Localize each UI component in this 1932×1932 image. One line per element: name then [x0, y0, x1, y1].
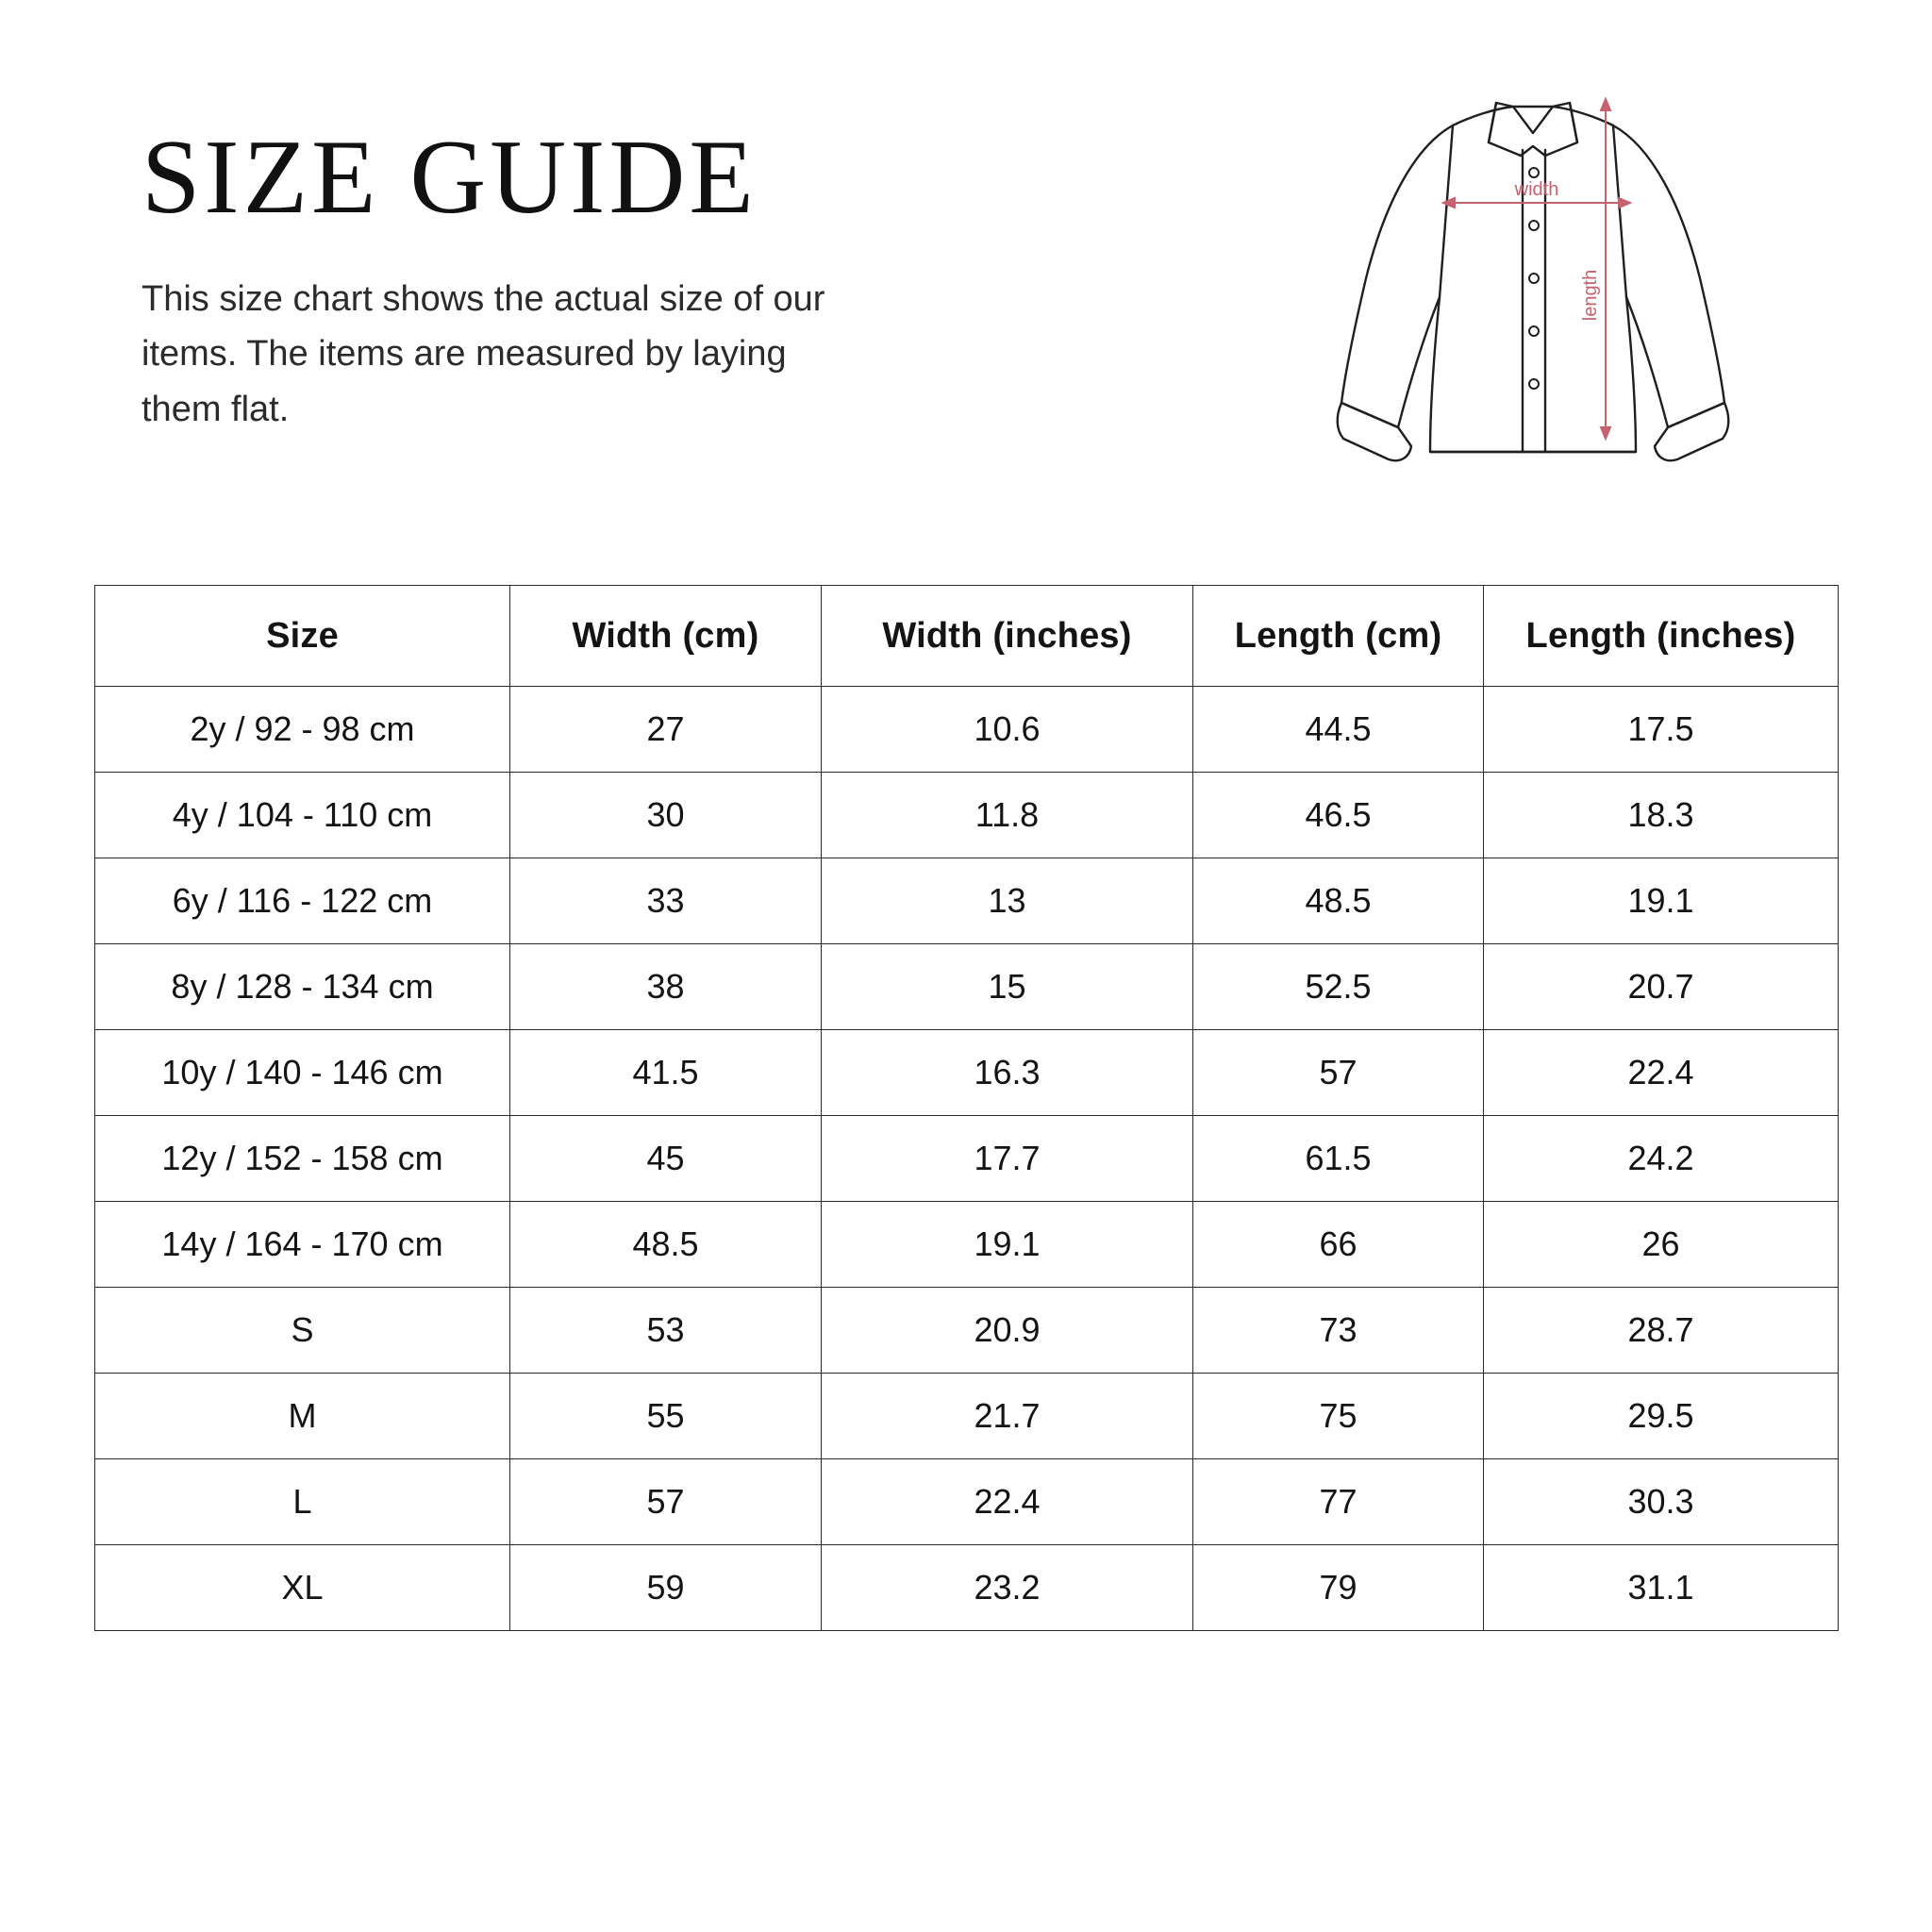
- table-row: [95, 1459, 1839, 1545]
- length-label: length: [1580, 269, 1601, 322]
- cell-length-inches: 26: [1484, 1202, 1839, 1288]
- table-row: [95, 687, 1839, 773]
- cell-length-inches: 31.1: [1484, 1545, 1839, 1631]
- cell-length-cm: 52.5: [1193, 944, 1484, 1030]
- cell-size: XL: [95, 1545, 510, 1631]
- cell-width-cm: 57: [510, 1459, 822, 1545]
- table-row: [95, 1030, 1839, 1116]
- column-header-length-cm: Length (cm): [1193, 586, 1484, 687]
- cell-width-cm: 33: [510, 858, 822, 944]
- cell-width-cm: 53: [510, 1288, 822, 1374]
- cell-length-inches: 19.1: [1484, 858, 1839, 944]
- cell-length-inches: 20.7: [1484, 944, 1839, 1030]
- cell-length-inches: 29.5: [1484, 1374, 1839, 1459]
- cell-length-cm: 48.5: [1193, 858, 1484, 944]
- column-header-length-inches: Length (inches): [1484, 586, 1839, 687]
- cell-length-inches: 18.3: [1484, 773, 1839, 858]
- table-row: [95, 1545, 1839, 1631]
- table-row: [95, 1116, 1839, 1202]
- cell-width-cm: 27: [510, 687, 822, 773]
- shirt-illustration: [1311, 52, 1755, 524]
- cell-width-inches: 20.9: [822, 1288, 1193, 1374]
- column-header-size: Size: [95, 586, 510, 687]
- cell-width-inches: 11.8: [822, 773, 1193, 858]
- cell-width-cm: 55: [510, 1374, 822, 1459]
- cell-width-inches: 13: [822, 858, 1193, 944]
- cell-width-inches: 19.1: [822, 1202, 1193, 1288]
- size-table-container: [94, 585, 1838, 1631]
- table-row: [95, 944, 1839, 1030]
- cell-length-cm: 73: [1193, 1288, 1484, 1374]
- cell-length-cm: 44.5: [1193, 687, 1484, 773]
- cell-length-cm: 57: [1193, 1030, 1484, 1116]
- column-header-width-cm: Width (cm): [510, 586, 822, 687]
- cell-width-cm: 45: [510, 1116, 822, 1202]
- table-row: [95, 773, 1839, 858]
- cell-length-cm: 77: [1193, 1459, 1484, 1545]
- cell-size: 12y / 152 - 158 cm: [95, 1116, 510, 1202]
- cell-width-inches: 15: [822, 944, 1193, 1030]
- cell-size: 6y / 116 - 122 cm: [95, 858, 510, 944]
- cell-length-inches: 22.4: [1484, 1030, 1839, 1116]
- cell-width-inches: 21.7: [822, 1374, 1193, 1459]
- size-table: [94, 585, 1839, 1631]
- cell-size: 8y / 128 - 134 cm: [95, 944, 510, 1030]
- table-row: [95, 1288, 1839, 1374]
- cell-width-inches: 10.6: [822, 687, 1193, 773]
- cell-size: L: [95, 1459, 510, 1545]
- cell-size: 4y / 104 - 110 cm: [95, 773, 510, 858]
- cell-length-cm: 61.5: [1193, 1116, 1484, 1202]
- cell-size: M: [95, 1374, 510, 1459]
- cell-size: 2y / 92 - 98 cm: [95, 687, 510, 773]
- column-header-width-inches: Width (inches): [822, 586, 1193, 687]
- cell-length-cm: 46.5: [1193, 773, 1484, 858]
- cell-width-inches: 16.3: [822, 1030, 1193, 1116]
- cell-width-cm: 30: [510, 773, 822, 858]
- header: [142, 119, 934, 438]
- cell-size: 10y / 140 - 146 cm: [95, 1030, 510, 1116]
- cell-width-inches: 23.2: [822, 1545, 1193, 1631]
- width-label: width: [1514, 179, 1559, 200]
- cell-length-cm: 66: [1193, 1202, 1484, 1288]
- table-header-row: [95, 586, 1839, 687]
- cell-width-inches: 22.4: [822, 1459, 1193, 1545]
- cell-length-inches: 17.5: [1484, 687, 1839, 773]
- table-row: [95, 1202, 1839, 1288]
- page-title: SIZE GUIDE: [142, 119, 758, 236]
- cell-size: 14y / 164 - 170 cm: [95, 1202, 510, 1288]
- cell-width-cm: 48.5: [510, 1202, 822, 1288]
- cell-size: S: [95, 1288, 510, 1374]
- cell-length-cm: 75: [1193, 1374, 1484, 1459]
- cell-length-inches: 30.3: [1484, 1459, 1839, 1545]
- intro-text: This size chart shows the actual size of our items. The items are measured by laying them flat.: [142, 278, 825, 430]
- cell-length-cm: 79: [1193, 1545, 1484, 1631]
- cell-width-cm: 38: [510, 944, 822, 1030]
- cell-width-inches: 17.7: [822, 1116, 1193, 1202]
- cell-length-inches: 28.7: [1484, 1288, 1839, 1374]
- cell-width-cm: 41.5: [510, 1030, 822, 1116]
- cell-width-cm: 59: [510, 1545, 822, 1631]
- cell-length-inches: 24.2: [1484, 1116, 1839, 1202]
- table-row: [95, 1374, 1839, 1459]
- table-row: [95, 858, 1839, 944]
